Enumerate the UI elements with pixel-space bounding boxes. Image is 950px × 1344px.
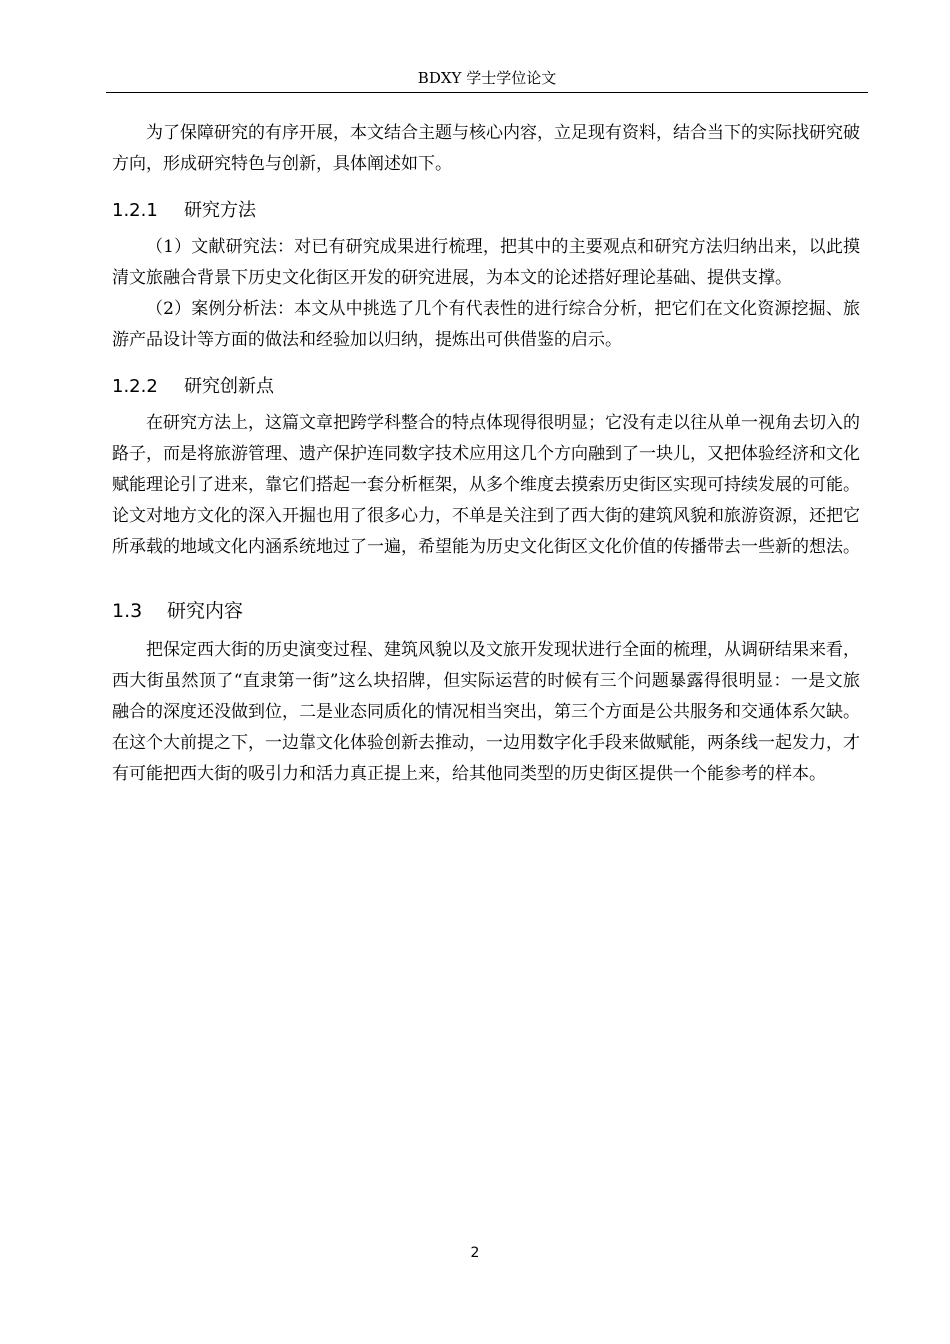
section-number: 1.2.1: [112, 200, 158, 221]
section-heading-1-2-2: [112, 374, 860, 400]
section-number: 1.3: [112, 600, 143, 622]
section-title: 研究内容: [167, 600, 244, 622]
method-paragraph-1: （1）文献研究法：对已有研究成果进行梳理，把其中的主要观点和研究方法归纳出来，以此摸清文旅融合背景下历史文化街区开发的研究进展，为本文的论述搭好理论基础、提供支撑。: [112, 237, 860, 288]
section-number: 1.2.2: [112, 376, 158, 397]
content-paragraph: 把保定西大街的历史演变过程、建筑风貌以及文旅开发现状进行全面的梳理，从调研结果来看，西大街虽然顶了“直隶第一街”这么块招牌，但实际运营的时候有三个问题暴露得很明显：一是文旅融合的深度还没做到位，二是业态同质化的情况相当突出，第三个方面是公共服务和交通体系欠缺。在这个大前提之下，一边靠文化体验创新去推动，一边用数字化手段来做赋能，两条线一起发力，才有可能把西大街的吸引力和活力真正提上来，给其他同类型的历史街区提供一个能参考的样本。: [112, 640, 860, 784]
section-heading-1-2-1: [112, 198, 860, 224]
method-paragraph-2: （2）案例分析法：本文从中挑选了几个有代表性的进行综合分析，把它们在文化资源挖掘、旅游产品设计等方面的做法和经验加以归纳，提炼出可供借鉴的启示。: [112, 299, 860, 350]
header-title: BDXY 学士学位论文: [417, 69, 557, 87]
section-title: 研究方法: [184, 200, 256, 221]
section-heading-1-3: [112, 597, 860, 625]
innovation-paragraph: 在研究方法上，这篇文章把跨学科整合的特点体现得很明显；它没有走以往从单一视角去切入的路子，而是将旅游管理、遗产保护连同数字技术应用这几个方向融到了一块儿，又把体验经济和文化赋能理论引了进来，靠它们搭起一套分析框架，从多个维度去摸索历史街区实现可持续发展的可能。论文对地方文化的深入开掘也用了很多心力，不单是关注到了西大街的建筑风貌和旅游资源，还把它所承载的地域文化内涵系统地过了一遍，希望能为历史文化街区文化价值的传播带去一些新的想法。: [112, 413, 860, 557]
section-title: 研究创新点: [184, 376, 274, 397]
intro-paragraph: 为了保障研究的有序开展，本文结合主题与核心内容，立足现有资料，结合当下的实际找研究破方向，形成研究特色与创新，具体阐述如下。: [112, 123, 860, 174]
page-content: [112, 118, 860, 790]
page-number: 2: [470, 1245, 480, 1261]
page-header: [106, 68, 868, 93]
